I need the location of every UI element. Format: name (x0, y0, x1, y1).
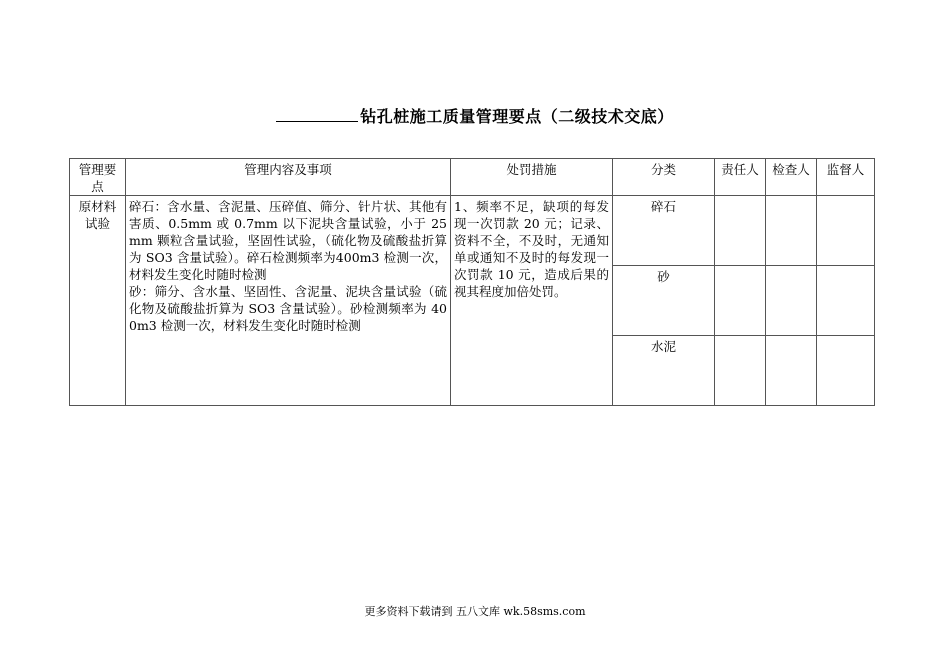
content-gravel: 碎石：含水量、含泥量、压碎值、筛分、针片状、其他有害质、0.5mm 或 0.7mm 以下泥块含量试验，小于 25mm 颗粒含量试验，坚固性试验，（硫化物及硫酸盐折算为 SO3 含量试验）。碎石检测频率为400m3 检测一次，材料发生变化时随时检测 (129, 199, 447, 282)
header-penalty: 处罚措施 (451, 159, 613, 196)
category-cement: 水泥 (613, 336, 715, 406)
header-inspector: 检查人 (766, 159, 817, 196)
cell-inspector-sand (766, 266, 817, 336)
cell-responsible-cement (715, 336, 766, 406)
title-text: 钻孔桩施工质量管理要点（二级技术交底） (360, 107, 674, 126)
page-title (0, 104, 950, 127)
cell-supervisor-sand (817, 266, 875, 336)
header-point: 管理要点 (70, 159, 126, 196)
cell-inspector-cement (766, 336, 817, 406)
header-supervisor: 监督人 (817, 159, 875, 196)
category-gravel: 碎石 (613, 196, 715, 266)
content-sand: 砂：筛分、含水量、坚固性、含泥量、泥块含量试验（硫化物及硫酸盐折算为 SO3 含量试验）。砂检测频率为 400m3 检测一次，材料发生变化时随时检测 (129, 284, 447, 333)
cell-inspector-gravel (766, 196, 817, 266)
header-content: 管理内容及事项 (126, 159, 451, 196)
category-sand: 砂 (613, 266, 715, 336)
title-blank-line (276, 107, 358, 122)
cell-supervisor-gravel (817, 196, 875, 266)
table-header-row (70, 159, 875, 196)
header-responsible: 责任人 (715, 159, 766, 196)
cell-responsible-sand (715, 266, 766, 336)
management-table (69, 158, 875, 406)
cell-content (126, 196, 451, 406)
cell-responsible-gravel (715, 196, 766, 266)
cell-supervisor-cement (817, 336, 875, 406)
header-category: 分类 (613, 159, 715, 196)
footer-text: 更多资料下载请到 五八文库 wk.58sms.com (364, 605, 586, 618)
cell-point: 原材料试验 (70, 196, 126, 406)
cell-penalty: 1、频率不足，缺项的每发现一次罚款 20 元；记录、资料不全，不及时，无通知单或通知不及时的每发现一次罚款 10 元，造成后果的视其程度加倍处罚。 (451, 196, 613, 406)
table-row (70, 196, 875, 266)
